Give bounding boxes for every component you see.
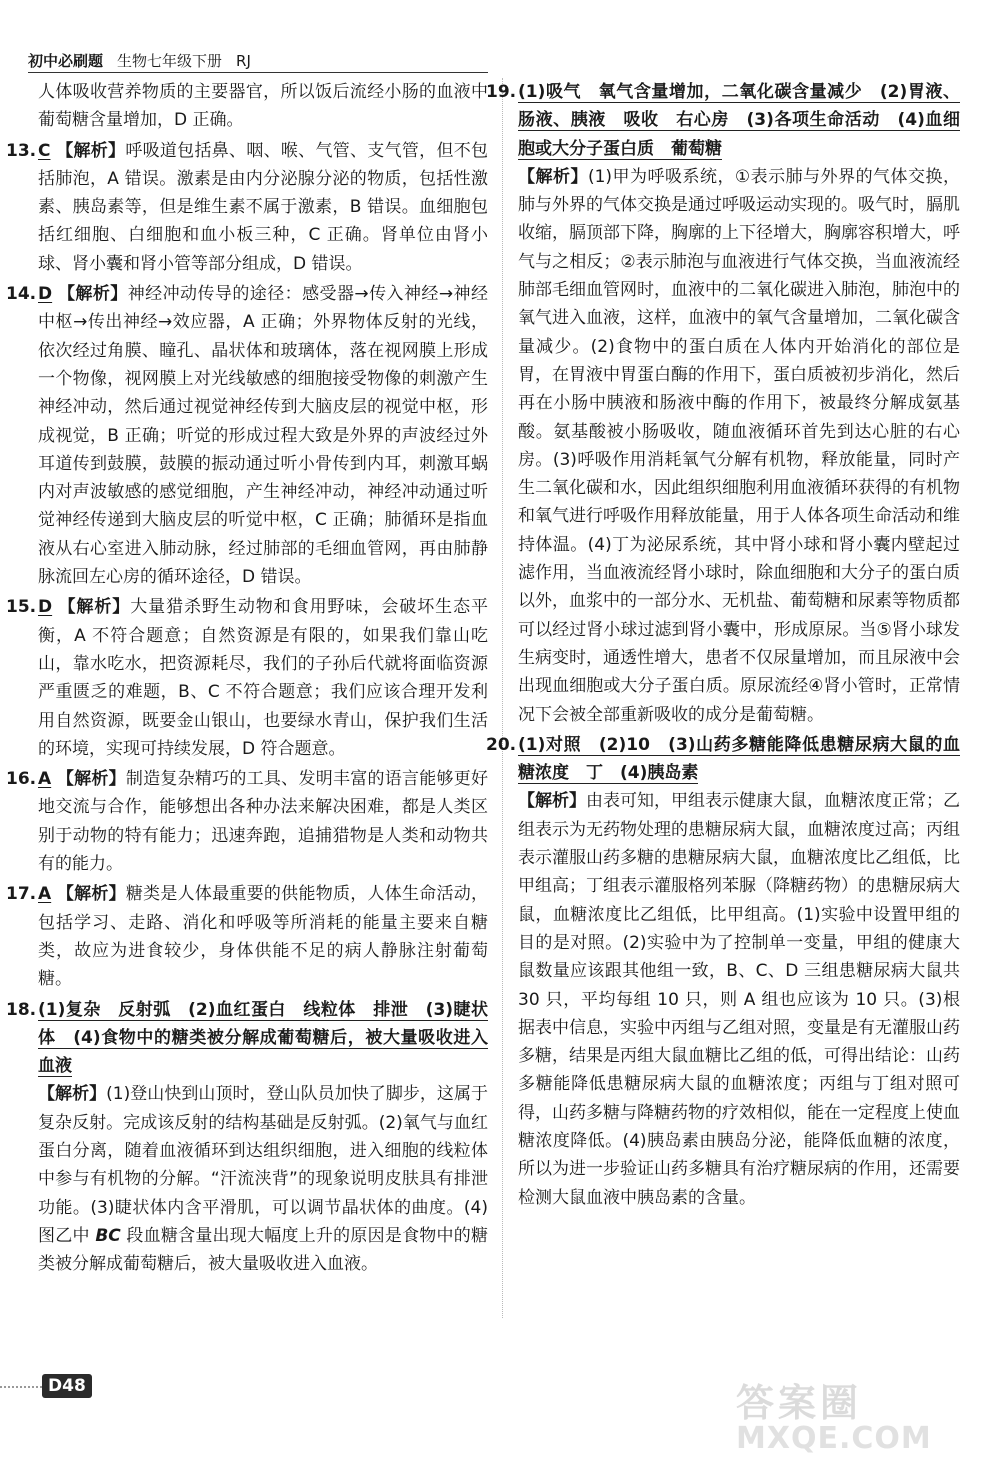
column-divider (502, 78, 503, 1318)
analysis-text: 由表可知，甲组表示健康大鼠，血糖浓度正常；乙组表示为无药物处理的患糖尿病大鼠，血糖浓度过高；丙组表示灌服山药多糖的患糖尿病大鼠，血糖浓度比乙组低，比甲组高；丁组表示灌服格列苯脲（降糖药物）的患糖尿病大鼠，血糖浓度比乙组低，比甲组高。(1)实验中设置甲组的目的是对照。(2)实验中为了控制单一变量，甲组的健康大鼠数量应该跟其他组一致，B、C、D 三组患糖尿病大鼠共 30 只，平均每组 10 只，则 A 组也应该为 10 只。(3)根据表中信息，实验中丙组与乙组对照，变量是有无灌服山药多糖，结果是丙组大鼠血糖比乙组的低，可得出结论：山药多糖能降低患糖尿病大鼠的血糖浓度；丙组与丁组对照可得，山药多糖与降糖药物的疗效相似，能在一定程度上使血糖浓度降低。(4)胰岛素由胰岛分泌，能降低血糖的浓度，所以为进一步验证山药多糖具有治疗糖尿病的作用，还需要检测大鼠血液中胰岛素的含量。 (518, 791, 960, 1208)
running-header (28, 50, 251, 70)
question-13 (6, 137, 489, 278)
page-number: D48 (42, 1374, 92, 1398)
question-number: 19. (486, 82, 517, 102)
question-20 (486, 731, 960, 1212)
question-16 (6, 765, 489, 878)
question-number: 17. (6, 884, 37, 905)
answer-text: (1)对照 (2)10 (3)山药多糖能降低患糖尿病大鼠的血糖浓度 丁 (4)胰岛素 (518, 734, 960, 784)
question-number: 16. (6, 769, 37, 790)
answer-choice: C (38, 140, 51, 161)
watermark-logo (736, 1372, 976, 1456)
question-number: 18. (6, 999, 37, 1020)
analysis-tag: 【解析】 (56, 140, 126, 161)
answer-choice: D (38, 284, 53, 305)
book-series: 初中必刷题 (28, 52, 104, 70)
analysis-text: 大量猎杀野生动物和食用野味，会破坏生态平衡，A 不符合题意；自然资源是有限的，如果我们靠山吃山，靠水吃水，把资源耗尽，我们的子孙后代就将面临资源严重匮乏的难题，B、C 不符合题意；我们应该合理开发利用自然资源，既要金山银山，也要绿水青山，保护我们生活的环境，实现可持续发展，D 符合题意。 (38, 597, 489, 759)
right-column (486, 78, 960, 1214)
question-number: 14. (6, 284, 37, 305)
analysis-text: 制造复杂精巧的工具、发明丰富的语言能够更好地交流与合作，能够想出各种办法来解决困难，都是人类区别于动物的特有能力；迅速奔跑，追捕猎物是人类和动物共有的能力。 (38, 769, 489, 875)
answer-choice: A (38, 769, 52, 790)
analysis-tag: 【解析】 (58, 597, 131, 618)
segment-label: BC (95, 1225, 121, 1246)
analysis-tag: 【解析】 (38, 1084, 107, 1105)
analysis-tag: 【解析】 (57, 284, 128, 305)
question-14 (6, 280, 488, 591)
question-number: 13. (6, 140, 37, 161)
analysis-tag: 【解析】 (518, 166, 588, 187)
answer-choice: D (38, 597, 53, 618)
analysis-text-cont: 段血糖含量出现大幅度上升的原因是食物中的糖类被分解成葡萄糖后，被大量吸收进入血液。 (38, 1225, 488, 1275)
continued-text: 人体吸收营养物质的主要器官，所以饭后流经小肠的血液中葡萄糖含量增加，D 正确。 (38, 82, 488, 131)
header-rule (28, 72, 488, 73)
footer-dots (0, 1386, 42, 1388)
watermark-text: 答案圈 (736, 1380, 863, 1425)
left-column (6, 78, 489, 1280)
analysis-text: (1)登山快到山顶时，登山队员加快了脚步，这属于复杂反射。完成该反射的结构基础是反射弧。(2)氧气与血红蛋白分离，随着血液循环到达组织细胞，进入细胞的线粒体中参与有机物的分解。“汗流浃背”的现象说明皮肤具有排泄功能。(3)睫状体内含平滑肌，可以调节晶状体的曲度。(4)图乙中 (38, 1084, 488, 1246)
analysis-text: 呼吸道包括鼻、咽、喉、气管、支气管，但不包括肺泡，A 错误。激素是由内分泌腺分泌的物质，包括性激素、胰岛素等，但是维生素不属于激素，B 错误。血细胞包括红细胞、白细胞和血小板三种，C 正确。肾单位由肾小球、肾小囊和肾小管等部分组成，D 错误。 (38, 140, 489, 274)
analysis-tag: 【解析】 (518, 791, 586, 812)
analysis-text: (1)甲为呼吸系统，①表示肺与外界的气体交换，肺与外界的气体交换是通过呼吸运动实现的。吸气时，膈肌收缩，膈顶部下降，胸廓的上下径增大，胸廓容积增大，呼气与之相反；②表示肺泡与血液进行气体交换，当血液流经肺部毛细血管网时，血液中的二氧化碳进入肺泡，肺泡中的氧气进入血液，这样，血液中的氧气含量增加，二氧化碳含量减少。(2)食物中的蛋白质在人体内开始消化的部位是胃，在胃液中胃蛋白酶的作用下，蛋白质被初步消化，然后再在小肠中胰液和肠液中酶的作用下，被最终分解成氨基酸。氨基酸被小肠吸收，随血液循环首先到达心脏的右心房。(3)呼吸作用消耗氧气分解有机物，释放能量，同时产生二氧化碳和水，因此组织细胞利用血液循环获得的有机物和氧气进行呼吸作用释放能量，用于人体各项生命活动和维持体温。(4)丁为泌尿系统，其中肾小球和肾小囊内壁起过滤作用，当血液流经肾小球时，除血细胞和大分子的蛋白质以外，血浆中的一部分水、无机盐、葡萄糖和尿素等物质都可以经过肾小球过滤到肾小囊中，形成原尿。当⑤肾小球发生病变时，通透性增大，患者不仅尿量增加，而且尿液中会出现血细胞或大分子蛋白质。原尿流经④肾小管时，正常情况下会被全部重新吸收的成分是葡萄糖。 (518, 166, 960, 725)
watermark-url: MXQE.COM (736, 1421, 932, 1456)
book-edition: RJ (236, 52, 251, 70)
answer-text: (1)复杂 反射弧 (2)血红蛋白 线粒体 排泄 (3)睫状体 (4)食物中的糖类被分解成葡萄糖后，被大量吸收进入血液 (38, 999, 488, 1077)
question-19 (486, 78, 960, 729)
analysis-tag: 【解析】 (56, 769, 126, 790)
question-number: 15. (6, 597, 37, 618)
answer-text: (1)吸气 氧气含量增加，二氧化碳含量减少 (2)胃液、肠液、胰液 吸收 右心房 (3)各项生命活动 (4)血细胞或大分子蛋白质 葡萄糖 (518, 82, 960, 159)
question-17 (6, 880, 489, 993)
analysis-text: 神经冲动传导的途径：感受器→传入神经→神经中枢→传出神经→效应器，A 正确；外界物体反射的光线，依次经过角膜、瞳孔、晶状体和玻璃体，落在视网膜上形成一个物像，视网膜上对光线敏感的细胞接受物像的刺激产生神经冲动，然后通过视觉神经传到大脑皮层的视觉中枢，形成视觉，B 正确；听觉的形成过程大致是外界的声波经过外耳道传到鼓膜，鼓膜的振动通过听小骨传到内耳，刺激耳蜗内对声波敏感的感觉细胞，产生神经冲动，神经冲动通过听觉神经传递到大脑皮层的听觉中枢，C 正确；肺循环是指血液从右心室进入肺动脉，经过肺部的毛细血管网，再由肺静脉流回左心房的循环途径，D 错误。 (38, 284, 488, 588)
question-15 (6, 593, 489, 763)
analysis-text: 糖类是人体最重要的供能物质，人体生命活动，包括学习、走路、消化和呼吸等所消耗的能量主要来自糖类，故应为进食较少，身体供能不足的病人静脉注射葡萄糖。 (38, 884, 489, 990)
question-18 (6, 996, 488, 1279)
question-number: 20. (486, 734, 517, 755)
book-subject: 生物七年级下册 (117, 52, 223, 70)
answer-choice: A (38, 884, 52, 905)
analysis-tag: 【解析】 (56, 884, 126, 905)
